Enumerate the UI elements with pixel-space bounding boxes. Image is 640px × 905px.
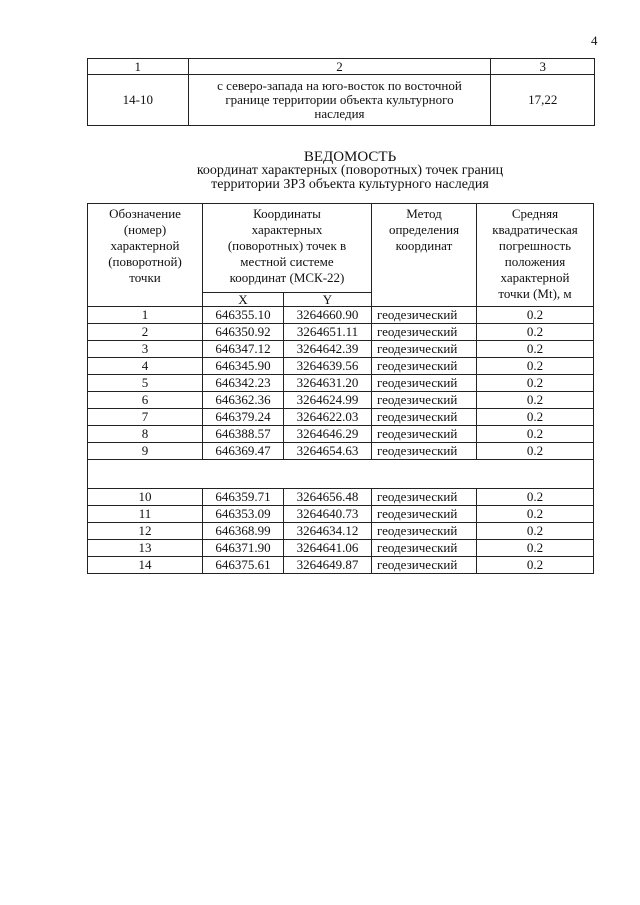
page-number: 4 bbox=[591, 33, 598, 48]
top-table-header-row bbox=[88, 59, 595, 75]
mt-cell: 0.2 bbox=[477, 409, 594, 426]
coordinates-table bbox=[87, 203, 594, 574]
point-header bbox=[88, 204, 203, 307]
mt-cell: 0.2 bbox=[477, 540, 594, 557]
table-row bbox=[88, 443, 594, 460]
point-number-cell: 4 bbox=[88, 358, 203, 375]
table-row bbox=[88, 523, 594, 540]
document-subtitle-line: координат характерных (поворотных) точек границ bbox=[196, 163, 504, 178]
table-row bbox=[88, 489, 594, 506]
point-number-cell: 13 bbox=[88, 540, 203, 557]
mt-cell: 0.2 bbox=[477, 443, 594, 460]
description-cell bbox=[188, 75, 491, 126]
y-coordinate-cell: 3264649.87 bbox=[284, 557, 372, 574]
y-coordinate-cell: 3264639.56 bbox=[284, 358, 372, 375]
coords-header bbox=[203, 204, 372, 293]
x-coordinate-cell: 646359.71 bbox=[203, 489, 284, 506]
x-coordinate-cell: 646371.90 bbox=[203, 540, 284, 557]
y-coordinate-cell: 3264651.11 bbox=[284, 324, 372, 341]
x-coordinate-cell: 646375.61 bbox=[203, 557, 284, 574]
y-header: Y bbox=[284, 293, 372, 307]
top-table-header-2: 2 bbox=[188, 59, 491, 75]
point-number-cell: 3 bbox=[88, 341, 203, 358]
mt-cell: 0.2 bbox=[477, 324, 594, 341]
method-cell: геодезический bbox=[372, 523, 477, 540]
point-number-cell: 10 bbox=[88, 489, 203, 506]
header-line: положения bbox=[504, 254, 566, 269]
table-row bbox=[88, 409, 594, 426]
method-cell: геодезический bbox=[372, 409, 477, 426]
mt-cell: 0.2 bbox=[477, 523, 594, 540]
table-row bbox=[88, 307, 594, 324]
method-cell: геодезический bbox=[372, 358, 477, 375]
y-coordinate-cell: 3264624.99 bbox=[284, 392, 372, 409]
header-line: характерной bbox=[110, 238, 180, 253]
method-cell: геодезический bbox=[372, 392, 477, 409]
title-block bbox=[150, 150, 550, 192]
header-line: местной системе bbox=[240, 254, 334, 269]
header-line: точки bbox=[129, 270, 161, 285]
method-cell: геодезический bbox=[372, 489, 477, 506]
method-cell: геодезический bbox=[372, 341, 477, 358]
gap-cell bbox=[88, 460, 594, 489]
x-coordinate-cell: 646345.90 bbox=[203, 358, 284, 375]
mt-cell: 0.2 bbox=[477, 506, 594, 523]
table-row bbox=[88, 324, 594, 341]
y-coordinate-cell: 3264641.06 bbox=[284, 540, 372, 557]
gap-row bbox=[88, 460, 594, 489]
description-line: границе территории объекта культурного bbox=[225, 92, 454, 107]
mt-cell: 0.2 bbox=[477, 489, 594, 506]
point-number-cell: 11 bbox=[88, 506, 203, 523]
header-line: определения bbox=[388, 222, 460, 237]
point-number-cell: 8 bbox=[88, 426, 203, 443]
top-table bbox=[87, 58, 595, 126]
method-cell: геодезический bbox=[372, 443, 477, 460]
description-line: с северо-запада на юго-восток по восточной bbox=[217, 78, 462, 93]
header-line: характерных bbox=[251, 222, 323, 237]
x-coordinate-cell: 646347.12 bbox=[203, 341, 284, 358]
coords-rows-group-1 bbox=[88, 307, 594, 460]
x-coordinate-cell: 646355.10 bbox=[203, 307, 284, 324]
method-cell: геодезический bbox=[372, 307, 477, 324]
coords-header-row bbox=[88, 204, 594, 293]
y-coordinate-cell: 3264642.39 bbox=[284, 341, 372, 358]
method-cell: геодезический bbox=[372, 375, 477, 392]
x-coordinate-cell: 646368.99 bbox=[203, 523, 284, 540]
method-cell: геодезический bbox=[372, 426, 477, 443]
table-row bbox=[88, 341, 594, 358]
mt-cell: 0.2 bbox=[477, 307, 594, 324]
header-line: (поворотных) точек в bbox=[227, 238, 347, 253]
coords-rows-group-2 bbox=[88, 489, 594, 574]
error-header bbox=[477, 204, 594, 307]
document-subtitle-line: территории ЗРЗ объекта культурного наследия bbox=[211, 177, 489, 192]
method-header bbox=[372, 204, 477, 307]
table-row bbox=[88, 557, 594, 574]
mt-cell: 0.2 bbox=[477, 341, 594, 358]
x-coordinate-cell: 646362.36 bbox=[203, 392, 284, 409]
header-line: Координаты bbox=[253, 206, 321, 221]
point-number-cell: 14 bbox=[88, 557, 203, 574]
y-coordinate-cell: 3264640.73 bbox=[284, 506, 372, 523]
document-title: ВЕДОМОСТЬ bbox=[303, 149, 397, 165]
x-header: X bbox=[203, 293, 284, 307]
method-cell: геодезический bbox=[372, 506, 477, 523]
header-line: (поворотной) bbox=[108, 254, 182, 269]
y-coordinate-cell: 3264646.29 bbox=[284, 426, 372, 443]
y-coordinate-cell: 3264631.20 bbox=[284, 375, 372, 392]
point-number-cell: 7 bbox=[88, 409, 203, 426]
x-coordinate-cell: 646379.24 bbox=[203, 409, 284, 426]
header-line: Метод bbox=[406, 206, 442, 221]
method-cell: геодезический bbox=[372, 540, 477, 557]
length-cell: 17,22 bbox=[491, 75, 595, 126]
table-row bbox=[88, 358, 594, 375]
point-number-cell: 12 bbox=[88, 523, 203, 540]
point-number-cell: 5 bbox=[88, 375, 203, 392]
x-coordinate-cell: 646369.47 bbox=[203, 443, 284, 460]
mt-cell: 0.2 bbox=[477, 426, 594, 443]
header-line: характерной bbox=[500, 270, 570, 285]
y-coordinate-cell: 3264622.03 bbox=[284, 409, 372, 426]
header-line: точки (Mt), м bbox=[498, 286, 572, 301]
y-coordinate-cell: 3264654.63 bbox=[284, 443, 372, 460]
y-coordinate-cell: 3264660.90 bbox=[284, 307, 372, 324]
point-number-cell: 9 bbox=[88, 443, 203, 460]
mt-cell: 0.2 bbox=[477, 375, 594, 392]
mt-cell: 0.2 bbox=[477, 557, 594, 574]
x-coordinate-cell: 646350.92 bbox=[203, 324, 284, 341]
header-line: (номер) bbox=[123, 222, 167, 237]
header-line: координат bbox=[395, 238, 453, 253]
segment-cell: 14-10 bbox=[88, 75, 189, 126]
x-coordinate-cell: 646353.09 bbox=[203, 506, 284, 523]
point-number-cell: 2 bbox=[88, 324, 203, 341]
table-row bbox=[88, 375, 594, 392]
method-cell: геодезический bbox=[372, 557, 477, 574]
header-line: Обозначение bbox=[109, 206, 181, 221]
mt-cell: 0.2 bbox=[477, 358, 594, 375]
method-cell: геодезический bbox=[372, 324, 477, 341]
header-line: погрешность bbox=[498, 238, 572, 253]
point-number-cell: 1 bbox=[88, 307, 203, 324]
table-row bbox=[88, 540, 594, 557]
top-table-row bbox=[88, 75, 595, 126]
description-line: наследия bbox=[314, 106, 365, 121]
table-row bbox=[88, 392, 594, 409]
header-line: Средняя bbox=[511, 206, 559, 221]
header-line: квадратическая bbox=[492, 222, 578, 237]
x-coordinate-cell: 646388.57 bbox=[203, 426, 284, 443]
y-coordinate-cell: 3264656.48 bbox=[284, 489, 372, 506]
y-coordinate-cell: 3264634.12 bbox=[284, 523, 372, 540]
table-row bbox=[88, 506, 594, 523]
x-coordinate-cell: 646342.23 bbox=[203, 375, 284, 392]
header-line: координат (МСК-22) bbox=[229, 270, 345, 285]
top-table-header-3: 3 bbox=[491, 59, 595, 75]
table-row bbox=[88, 426, 594, 443]
mt-cell: 0.2 bbox=[477, 392, 594, 409]
top-table-header-1: 1 bbox=[88, 59, 189, 75]
point-number-cell: 6 bbox=[88, 392, 203, 409]
